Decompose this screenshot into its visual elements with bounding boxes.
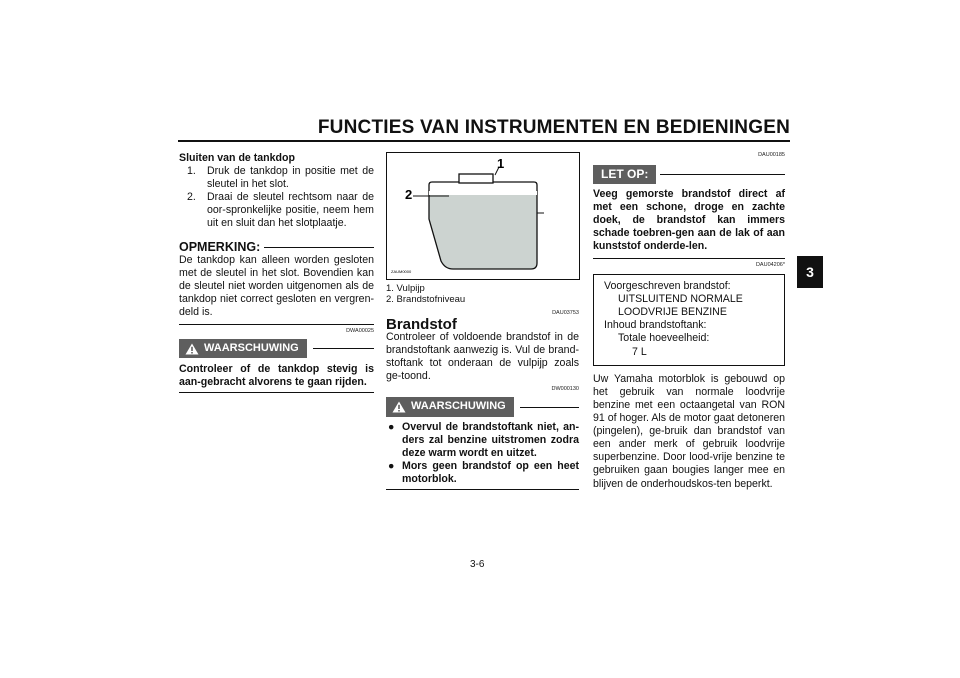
caution-rule <box>660 174 785 175</box>
figure-captions <box>386 283 579 305</box>
spec-code: DAU04206* <box>755 261 785 268</box>
callout-2: 2 <box>405 187 413 202</box>
fuel-body-text: Uw Yamaha motorblok is gebouwd op het gebruik van normale loodvrije benzine met een octaangetal van RON 91 of hoger. Als de motor gaat detoneren (pingelen), ge-bruik dan brandstof van een ander merk of gebruik loodvrije superbenzine. Door lood-vrije benzine te gebruiken gaan bougies langer mee en blijven de onderhoudskos-ten beperkt. <box>593 372 786 490</box>
caution-end-rule <box>593 258 785 259</box>
spec-label-fuel: Voorgeschreven brandstof: <box>604 279 731 292</box>
fuel-tank-figure <box>386 152 580 280</box>
warning-end-rule <box>179 392 374 393</box>
caution-heading <box>593 165 785 184</box>
warning-label: WAARSCHUWING <box>411 400 506 413</box>
caution-badge: LET OP: <box>593 165 656 184</box>
warning-code: DW000130 <box>551 386 579 393</box>
caption-2: 2. Brandstofniveau <box>386 294 466 305</box>
caution-text: Veeg gemorste brandstof direct af met een schone, droge en zachte doek, de brandstof kan immers schade toebren-gen aan de lak of aan kunststof onderde-len. <box>593 188 785 253</box>
warning-bullet-1 <box>386 421 579 460</box>
header-rule <box>178 140 790 142</box>
page-title: FUNCTIES VAN INSTRUMENTEN EN BEDIENINGEN <box>317 117 790 138</box>
warning-badge <box>179 339 307 358</box>
note-rule <box>264 247 374 248</box>
section-title: Brandstof <box>386 316 457 333</box>
callout-1: 1 <box>497 156 505 171</box>
bullet-icon: ● <box>388 459 395 472</box>
column-3 <box>593 152 785 491</box>
spec-label-capacity: Inhoud brandstoftank: <box>604 319 707 332</box>
warning-code: DWA00025 <box>346 328 374 335</box>
note-heading <box>179 241 374 254</box>
spec-value-fuel-1: UITSLUITEND NORMALE <box>618 292 743 305</box>
step-text: Draai de sleutel rechtsom naar de oor-spronkelijke positie, neem hem uit en sluit dan het slotplaatje. <box>207 191 374 230</box>
step-text: Druk de tankdop in positie met de sleutel in het slot. <box>207 165 374 191</box>
warning-rule <box>313 348 374 349</box>
bullet-text: Mors geen brandstof op een heet motorblok. <box>402 459 579 485</box>
page-number: 3-6 <box>470 559 485 570</box>
subheading-closing-cap: Sluiten van de tankdop <box>179 152 295 164</box>
warning-label: WAARSCHUWING <box>204 342 299 355</box>
column-1 <box>179 152 374 393</box>
step-number: 2. <box>187 191 196 204</box>
note-text: De tankdop kan alleen worden gesloten met de sleutel in het slot. Bovendien kan de sleutel niet worden uitgenomen als de tankdop niet correct gesloten en vergren-deld is. <box>179 253 374 319</box>
spec-value-total: 7 L <box>632 345 647 358</box>
step-2 <box>179 191 374 230</box>
warning-triangle-icon <box>392 401 406 413</box>
warning-heading <box>386 397 579 416</box>
figure-code: ZAUM0000 <box>391 269 412 274</box>
chapter-tab: 3 <box>797 256 823 288</box>
spec-label-total: Totale hoeveelheid: <box>618 332 710 345</box>
warning-end-rule <box>386 489 579 490</box>
fuel-spec-box <box>593 274 785 366</box>
warning-text: Controleer of de tankdop stevig is aan-gebracht alvorens te gaan rijden. <box>179 363 374 389</box>
section-code: DAU03753 <box>552 310 579 316</box>
caution-code: DAU00185 <box>758 152 785 158</box>
section-text: Controleer of voldoende brandstof in de brandstoftank aanwezig is. Vul de brand-stoftank tot onderaan de vulpijp zoals ge-toond. <box>386 331 579 383</box>
warning-heading <box>179 339 374 358</box>
column-2 <box>386 152 579 490</box>
warning-badge <box>386 397 514 416</box>
fuel-tank-illustration <box>387 153 579 279</box>
bullet-icon: ● <box>388 420 395 433</box>
step-1 <box>179 165 374 191</box>
note-title: OPMERKING: <box>179 239 261 254</box>
step-number: 1. <box>187 165 196 178</box>
caption-1: 1. Vulpijp <box>386 283 425 294</box>
warning-rule <box>520 407 579 408</box>
warning-triangle-icon <box>185 343 199 355</box>
bullet-text: Overvul de brandstoftank niet, an-ders zal benzine uitstromen zodra deze warm wordt en uitzet. <box>402 420 579 459</box>
spec-value-fuel-2: LOODVRIJE BENZINE <box>618 305 727 318</box>
warning-bullet-2 <box>386 460 579 486</box>
note-end-rule <box>179 324 374 325</box>
